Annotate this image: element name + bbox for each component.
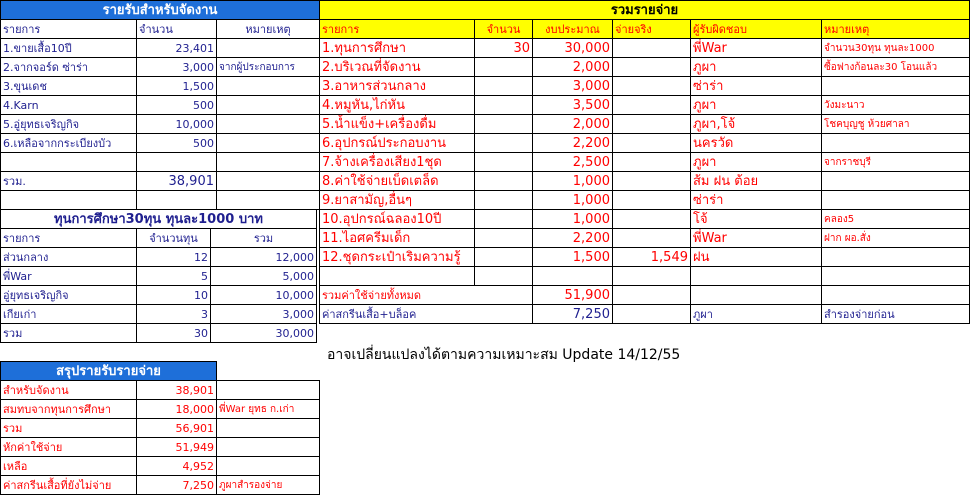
expense-note: ซื้อฟางก้อนละ30 โอนแล้ว: [822, 58, 970, 77]
screen-owner: ภูผา: [691, 305, 822, 324]
expense-owner: พี่War: [691, 229, 822, 248]
income-amount: 23,401: [137, 39, 217, 58]
expense-note: โชคบุญชู ห้วยศาลา: [822, 115, 970, 134]
expense-owner: ภูผา,โจ้: [691, 115, 822, 134]
empty-cell: [613, 267, 691, 286]
expense-note: [822, 77, 970, 96]
scholarship-count: 12: [137, 248, 211, 267]
scholarship-sum: 5,000: [211, 267, 317, 286]
income-note: [217, 77, 320, 96]
summary-title: สรุปรายรับรายจ่าย: [1, 362, 217, 381]
empty-cell: [217, 153, 320, 172]
summary-label: เหลือ: [1, 457, 137, 476]
expense-owner: โจ้: [691, 210, 822, 229]
summary-value: 56,901: [137, 419, 217, 438]
income-total-label: รวม.: [1, 172, 137, 191]
income-note: [217, 39, 320, 58]
expense-paid: [613, 96, 691, 115]
scholarship-item: พี่War: [1, 267, 137, 286]
expense-item: 8.ค่าใช้จ่ายเบ็ดเตล็ด: [320, 172, 475, 191]
summary-label: สมทบจากทุนการศึกษา: [1, 400, 137, 419]
expense-paid: [613, 191, 691, 210]
expense-item: 10.อุปกรณ์ฉลอง10ปี: [320, 210, 475, 229]
expense-budget: 2,500: [533, 153, 613, 172]
expense-owner: ภูผา: [691, 96, 822, 115]
table-row: [1, 400, 320, 419]
scholarship-sum: 10,000: [211, 286, 317, 305]
empty-cell: [533, 267, 613, 286]
table-row: [1, 267, 317, 286]
empty-cell: [613, 286, 691, 305]
table-row: [1, 381, 320, 400]
expense-item: 12.ชุดกระเป๋าเริมความรู้: [320, 248, 475, 267]
expense-owner: ภูผา: [691, 153, 822, 172]
income-note: [217, 96, 320, 115]
income-amount: 1,500: [137, 77, 217, 96]
expense-item: 2.บริเวณที่จัดงาน: [320, 58, 475, 77]
income-item: 4.Karn: [1, 96, 137, 115]
expense-budget: 1,000: [533, 191, 613, 210]
expense-item: 3.อาหารส่วนกลาง: [320, 77, 475, 96]
scholarship-item: ส่วนกลาง: [1, 248, 137, 267]
expense-qty: [475, 191, 533, 210]
expense-note: [822, 134, 970, 153]
table-row: [320, 134, 970, 153]
table-row: [320, 248, 970, 267]
income-amount: 500: [137, 134, 217, 153]
expense-header-budget: งบประมาณ: [533, 20, 613, 39]
expense-header-paid: จ่ายจริง: [613, 20, 691, 39]
expense-qty: [475, 58, 533, 77]
expense-note: [822, 172, 970, 191]
table-row: [1, 457, 320, 476]
expense-owner: ซ่าร่า: [691, 77, 822, 96]
table-row: [320, 191, 970, 210]
expense-table: [319, 0, 970, 324]
expense-owner: นครวัด: [691, 134, 822, 153]
expense-budget: 3,000: [533, 77, 613, 96]
expense-budget: 1,000: [533, 172, 613, 191]
expense-owner: ฝน: [691, 248, 822, 267]
expense-paid: [613, 210, 691, 229]
expense-note: [822, 191, 970, 210]
expense-item: 11.ไอศครีมเด็ก: [320, 229, 475, 248]
expense-paid: 1,549: [613, 248, 691, 267]
income-amount: 500: [137, 96, 217, 115]
summary-note: ภูผาสำรองจ่าย: [217, 476, 320, 495]
expense-header-owner: ผู้รับผิดชอบ: [691, 20, 822, 39]
screen-budget: 7,250: [533, 305, 613, 324]
screen-label: ค่าสกรีนเสื้อ+บล็อค: [320, 305, 533, 324]
table-row: [1, 96, 320, 115]
scholarship-header-sum: รวม: [211, 229, 317, 248]
empty-cell: [691, 267, 822, 286]
expense-total-label: รวมค่าใช้จ่ายทั้งหมด: [320, 286, 533, 305]
summary-label: สำหรับจัดงาน: [1, 381, 137, 400]
scholarship-item: เกียเก่า: [1, 305, 137, 324]
expense-qty: [475, 229, 533, 248]
empty-cell: [217, 191, 320, 210]
scholarship-header-item: รายการ: [1, 229, 137, 248]
summary-label: ค่าสกรีนเสื้อที่ยังไม่จ่าย: [1, 476, 137, 495]
scholarship-count: 3: [137, 305, 211, 324]
expense-paid: [613, 58, 691, 77]
expense-item: 9.ยาสามัญ,อื่นๆ: [320, 191, 475, 210]
table-row: [320, 229, 970, 248]
empty-cell: [1, 191, 137, 210]
summary-note: [217, 438, 320, 457]
expense-note: จำนวน30ทุน ทุนละ1000: [822, 39, 970, 58]
income-item: 5.อู่ยุทธเจริญกิจ: [1, 115, 137, 134]
empty-cell: [691, 286, 822, 305]
income-title: รายรับสำหรับจัดงาน: [1, 1, 320, 20]
summary-label: รวม: [1, 419, 137, 438]
table-row: [320, 153, 970, 172]
expense-qty: [475, 172, 533, 191]
expense-header-note: หมายเหตุ: [822, 20, 970, 39]
expense-note: คลอง5: [822, 210, 970, 229]
expense-budget: 2,200: [533, 229, 613, 248]
expense-paid: [613, 134, 691, 153]
expense-header-qty: จำนวน: [475, 20, 533, 39]
summary-value: 7,250: [137, 476, 217, 495]
empty-cell: [217, 362, 320, 381]
income-table: [0, 0, 320, 210]
scholarship-count: 30: [137, 324, 211, 343]
expense-title: รวมรายจ่าย: [320, 1, 970, 20]
expense-note: วังมะนาว: [822, 96, 970, 115]
summary-note: [217, 419, 320, 438]
expense-owner: ภูผา: [691, 58, 822, 77]
expense-budget: 3,500: [533, 96, 613, 115]
income-total: 38,901: [137, 172, 217, 191]
table-row: [320, 77, 970, 96]
expense-item: 1.ทุนการศึกษา: [320, 39, 475, 58]
expense-budget: 30,000: [533, 39, 613, 58]
expense-owner: ส้ม ฝน ต้อย: [691, 172, 822, 191]
table-row: [1, 286, 317, 305]
table-row: [1, 248, 317, 267]
expense-budget: 1,000: [533, 210, 613, 229]
empty-cell: [475, 267, 533, 286]
expense-qty: [475, 248, 533, 267]
table-row: [1, 419, 320, 438]
table-row: [1, 115, 320, 134]
table-row: [320, 39, 970, 58]
empty-cell: [320, 267, 475, 286]
expense-qty: [475, 134, 533, 153]
table-row: [1, 324, 317, 343]
expense-paid: [613, 77, 691, 96]
table-row: [320, 172, 970, 191]
table-row: [1, 77, 320, 96]
empty-cell: [137, 153, 217, 172]
scholarship-title: ทุนการศึกษา30ทุน ทุนละ1000 บาท: [1, 210, 317, 229]
summary-table: [0, 361, 320, 495]
expense-item: 5.น้ำแข็ง+เครื่องดื่ม: [320, 115, 475, 134]
scholarship-sum: 3,000: [211, 305, 317, 324]
expense-qty: [475, 210, 533, 229]
update-note: อาจเปลี่ยนแปลงได้ตามความเหมาะสม Update 14/12/55: [327, 347, 681, 363]
summary-value: 4,952: [137, 457, 217, 476]
expense-owner: ซ่าร่า: [691, 191, 822, 210]
summary-value: 38,901: [137, 381, 217, 400]
empty-cell: [822, 267, 970, 286]
expense-budget: 2,000: [533, 58, 613, 77]
scholarship-count: 5: [137, 267, 211, 286]
scholarship-count: 10: [137, 286, 211, 305]
empty-cell: [137, 191, 217, 210]
expense-note: จากราชบุรี: [822, 153, 970, 172]
expense-item: 6.อุปกรณ์ประกอบงาน: [320, 134, 475, 153]
expense-total: 51,900: [533, 286, 613, 305]
expense-budget: 1,500: [533, 248, 613, 267]
scholarship-header-count: จำนวนทุน: [137, 229, 211, 248]
table-row: [1, 134, 320, 153]
expense-owner: พี่War: [691, 39, 822, 58]
income-header-note: หมายเหตุ: [217, 20, 320, 39]
expense-qty: [475, 96, 533, 115]
scholarship-sum: 30,000: [211, 324, 317, 343]
income-header-item: รายการ: [1, 20, 137, 39]
expense-header-item: รายการ: [320, 20, 475, 39]
income-amount: 10,000: [137, 115, 217, 134]
income-item: 6.เหลือจากกระเบียงบัว: [1, 134, 137, 153]
empty-cell: [613, 305, 691, 324]
income-item: 3.ขุนเดช: [1, 77, 137, 96]
income-item: 2.จากจอร์ด ซ่าร่า: [1, 58, 137, 77]
summary-note: [217, 457, 320, 476]
expense-note: ฝาก ผอ.สั่ง: [822, 229, 970, 248]
income-note: [217, 134, 320, 153]
empty-cell: [1, 153, 137, 172]
income-item: 1.ขายเสื้อ10ปี: [1, 39, 137, 58]
expense-qty: [475, 153, 533, 172]
empty-cell: [217, 172, 320, 191]
summary-value: 18,000: [137, 400, 217, 419]
income-header-amount: จำนวน: [137, 20, 217, 39]
expense-note: [822, 248, 970, 267]
expense-qty: [475, 115, 533, 134]
summary-label: หักค่าใช้จ่าย: [1, 438, 137, 457]
income-note: จากผู้ประกอบการ: [217, 58, 320, 77]
table-row: [320, 115, 970, 134]
expense-item: 7.จ้างเครื่องเสียง1ชุด: [320, 153, 475, 172]
expense-budget: 2,200: [533, 134, 613, 153]
expense-paid: [613, 115, 691, 134]
expense-paid: [613, 39, 691, 58]
expense-item: 4.หมูหัน,ไก่หัน: [320, 96, 475, 115]
income-note: [217, 115, 320, 134]
scholarship-table: [0, 209, 317, 343]
table-row: [1, 39, 320, 58]
expense-budget: 2,000: [533, 115, 613, 134]
expense-paid: [613, 229, 691, 248]
screen-note: สำรองจ่ายก่อน: [822, 305, 970, 324]
scholarship-item: รวม: [1, 324, 137, 343]
summary-note: [217, 381, 320, 400]
expense-paid: [613, 153, 691, 172]
table-row: [1, 438, 320, 457]
expense-qty: [475, 77, 533, 96]
empty-cell: [822, 286, 970, 305]
expense-paid: [613, 172, 691, 191]
table-row: [320, 210, 970, 229]
summary-note: พี่War ยุทธ ก.เก่า: [217, 400, 320, 419]
scholarship-item: อู่ยุทธเจริญกิจ: [1, 286, 137, 305]
table-row: [1, 305, 317, 324]
summary-value: 51,949: [137, 438, 217, 457]
scholarship-sum: 12,000: [211, 248, 317, 267]
expense-qty: 30: [475, 39, 533, 58]
table-row: [1, 476, 320, 495]
income-amount: 3,000: [137, 58, 217, 77]
table-row: [320, 58, 970, 77]
table-row: [320, 96, 970, 115]
table-row: [1, 58, 320, 77]
